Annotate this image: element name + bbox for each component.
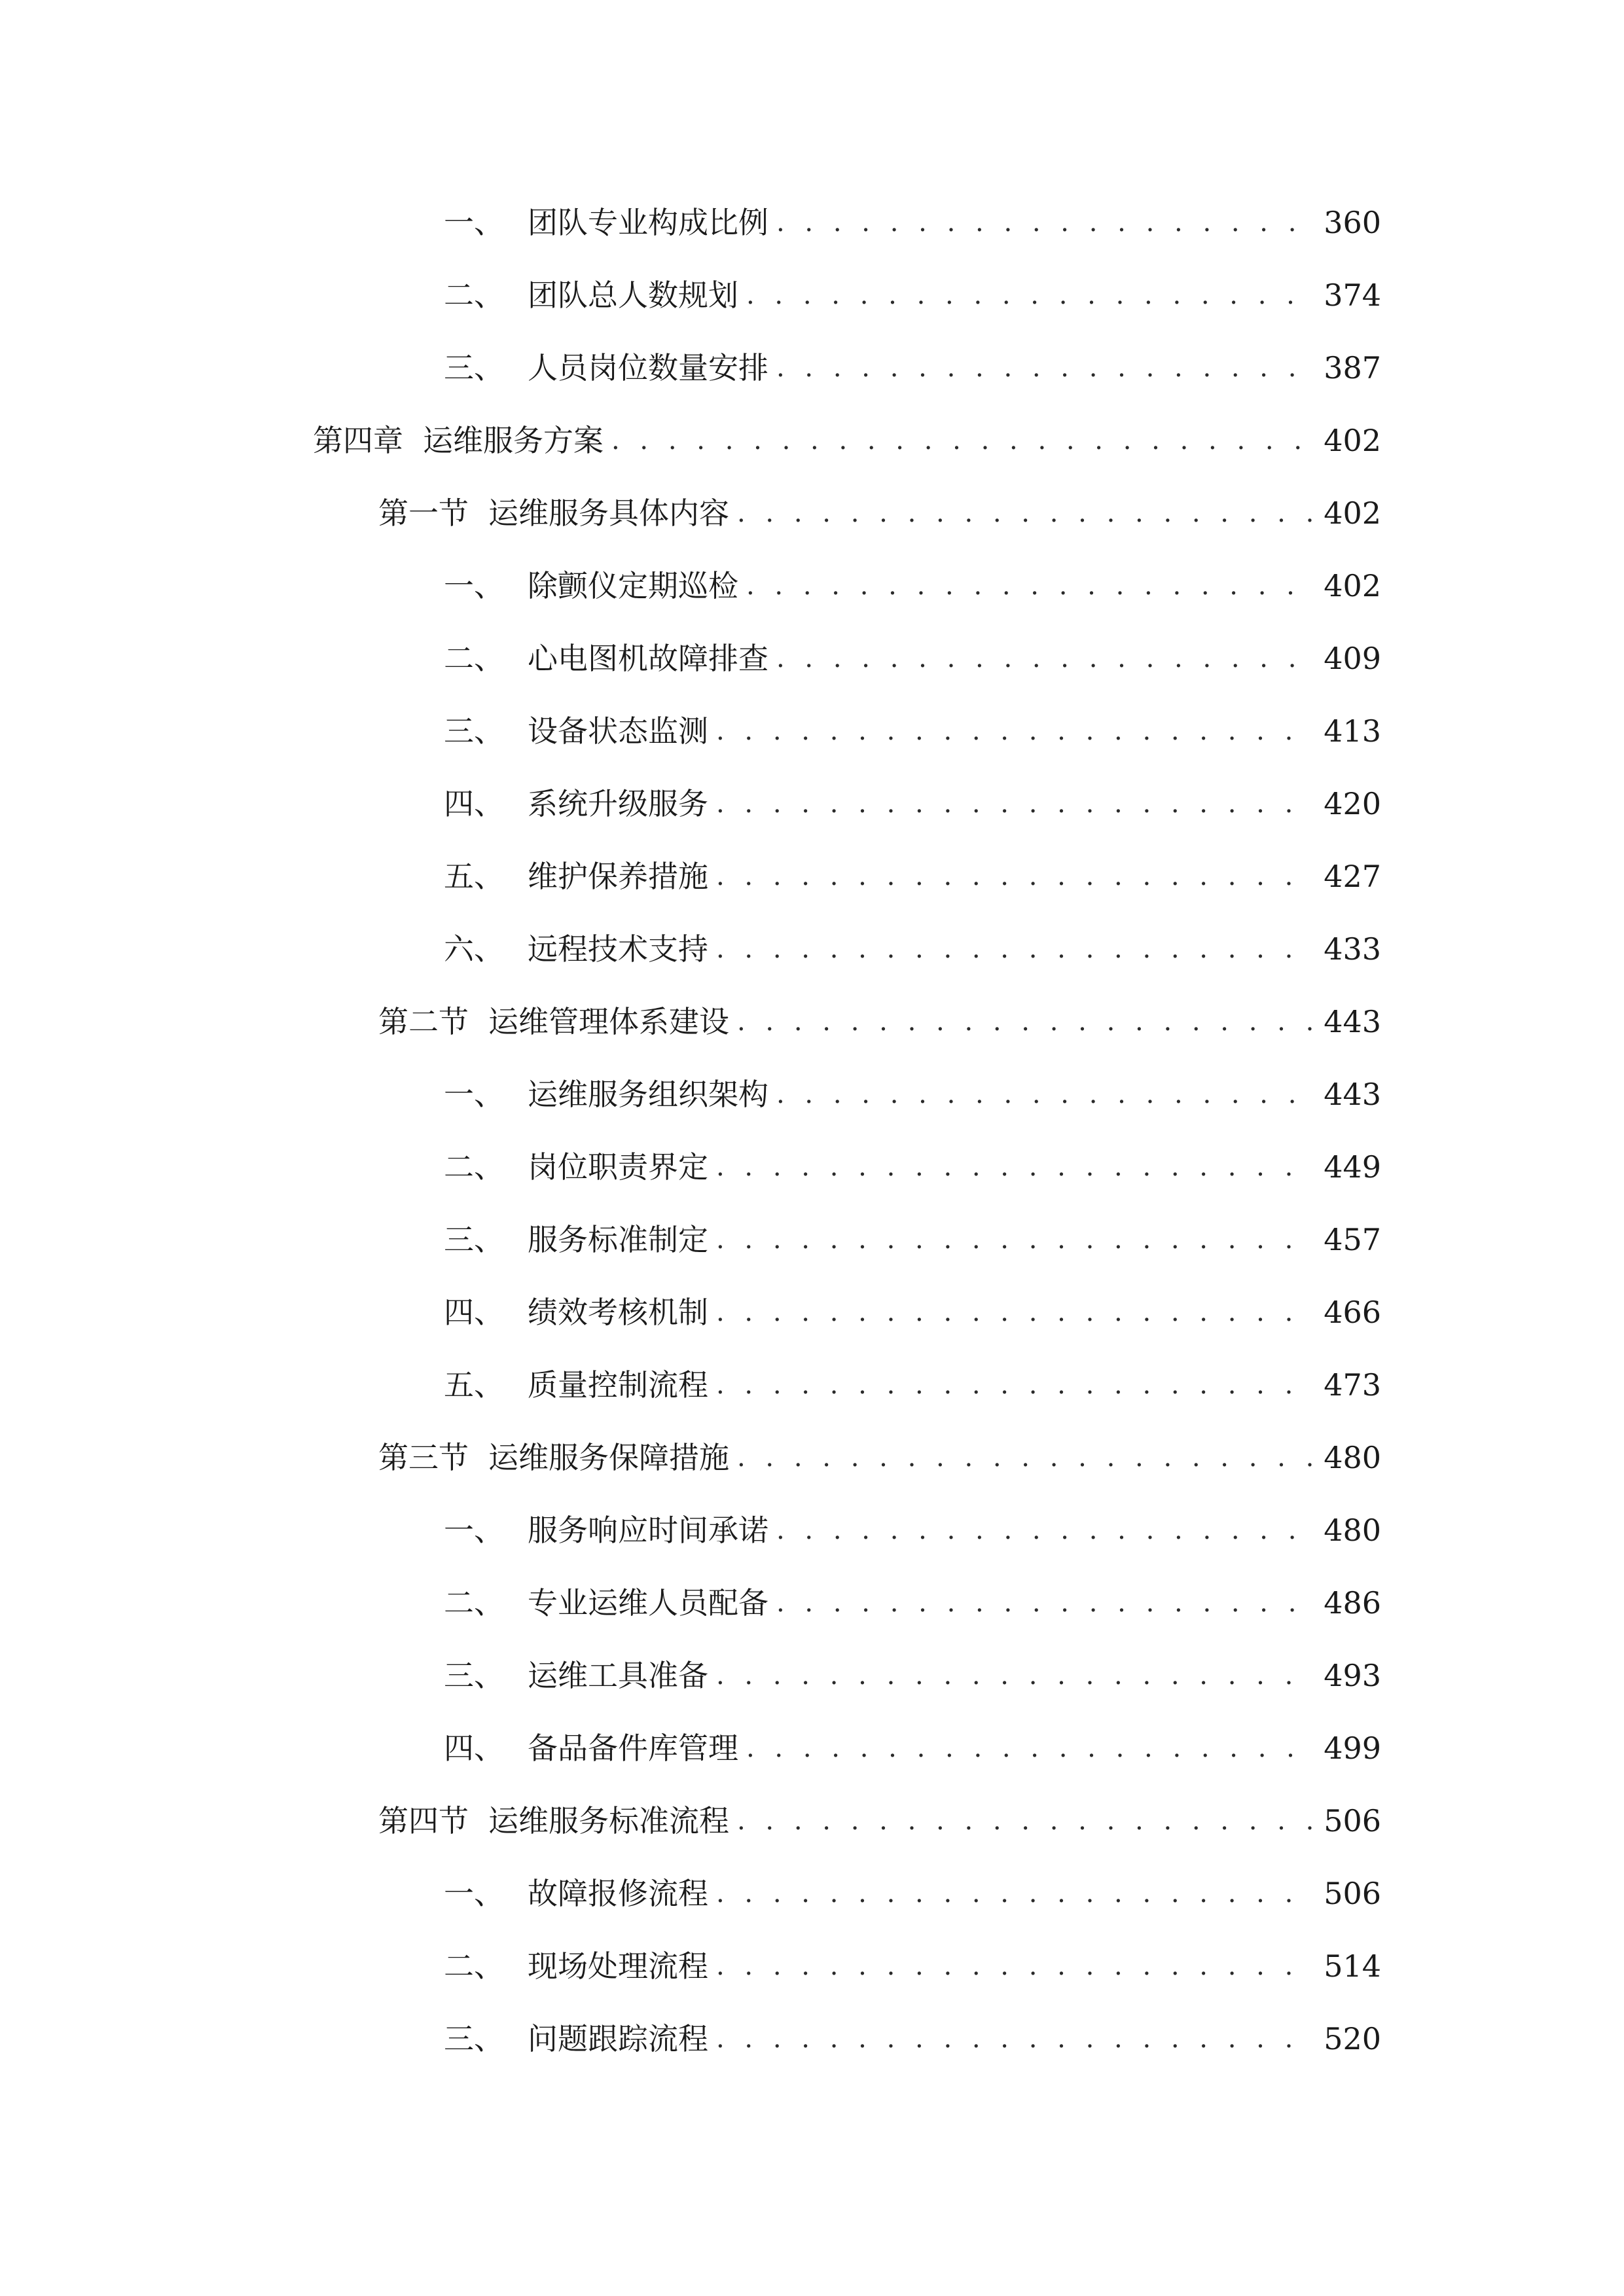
toc-entry-number: 二、 <box>444 278 504 313</box>
toc-section-entry[interactable] <box>378 487 1381 539</box>
toc-entry-page: 480 <box>1324 1513 1381 1548</box>
toc-entry-title: 服务响应时间承诺 <box>528 1513 768 1548</box>
toc-entry-title: 心电图机故障排查 <box>528 641 768 676</box>
toc-entry-title: 运维服务保障措施 <box>488 1440 729 1475</box>
toc-entry-page: 402 <box>1324 495 1381 531</box>
toc-entry-page: 493 <box>1324 1658 1381 1693</box>
toc-entry-number: 三、 <box>444 713 504 749</box>
toc-entry-number: 三、 <box>444 2021 504 2056</box>
toc-entry-number: 六、 <box>444 931 504 967</box>
toc-entry[interactable] <box>444 1722 1381 1774</box>
toc-entry-page: 506 <box>1324 1803 1381 1839</box>
toc-dot-leader <box>716 850 1312 903</box>
toc-entry-page: 443 <box>1324 1077 1381 1112</box>
toc-entry-title: 岗位职责界定 <box>528 1149 708 1185</box>
toc-dot-leader <box>611 414 1312 467</box>
toc-dot-leader <box>737 1795 1312 1847</box>
toc-section-entry[interactable] <box>378 1795 1381 1847</box>
toc-dot-leader <box>716 705 1312 757</box>
toc-entry[interactable] <box>444 1286 1381 1338</box>
toc-entry-number: 四、 <box>444 1731 504 1766</box>
toc-entry-page: 402 <box>1324 423 1381 458</box>
toc-dot-leader <box>776 1504 1312 1556</box>
toc-entry[interactable] <box>444 632 1381 685</box>
toc-dot-leader <box>737 487 1312 539</box>
toc-entry-title: 服务标准制定 <box>528 1222 708 1257</box>
toc-entry-number: 二、 <box>444 641 504 676</box>
toc-entry-page: 457 <box>1324 1222 1381 1257</box>
toc-entry-title: 除颤仪定期巡检 <box>528 568 738 603</box>
toc-entry[interactable] <box>444 342 1381 394</box>
toc-entry-title: 专业运维人员配备 <box>528 1585 768 1621</box>
toc-entry-title: 团队专业构成比例 <box>528 205 768 240</box>
toc-dot-leader <box>716 1141 1312 1193</box>
toc-entry-page: 520 <box>1324 2021 1381 2056</box>
toc-entry-number: 第一节 <box>378 495 469 531</box>
toc-entry-title: 问题跟踪流程 <box>528 2021 708 2056</box>
toc-entry-title: 运维服务方案 <box>423 423 604 458</box>
toc-dot-leader <box>776 1577 1312 1629</box>
toc-dot-leader <box>746 1722 1312 1774</box>
toc-section-entry[interactable] <box>378 1431 1381 1484</box>
toc-entry-page: 409 <box>1324 641 1381 676</box>
toc-entry-number: 三、 <box>444 1222 504 1257</box>
toc-entry-title: 运维服务组织架构 <box>528 1077 768 1112</box>
toc-entry[interactable] <box>444 1867 1381 1920</box>
toc-entry-number: 三、 <box>444 350 504 386</box>
toc-entry[interactable] <box>444 269 1381 321</box>
toc-entry-title: 人员岗位数量安排 <box>528 350 768 386</box>
toc-dot-leader <box>716 1867 1312 1920</box>
toc-dot-leader <box>737 1431 1312 1484</box>
toc-entry-page: 466 <box>1324 1295 1381 1330</box>
toc-dot-leader <box>776 196 1312 249</box>
toc-dot-leader <box>716 1649 1312 1702</box>
toc-entry-number: 一、 <box>444 205 504 240</box>
toc-entry-title: 设备状态监测 <box>528 713 708 749</box>
toc-entry-number: 第四章 <box>313 423 403 458</box>
toc-dot-leader <box>716 2013 1312 2065</box>
toc-chapter-entry[interactable] <box>313 414 1381 467</box>
toc-dot-leader <box>746 269 1312 321</box>
toc-entry-page: 486 <box>1324 1585 1381 1621</box>
toc-entry-number: 五、 <box>444 859 504 894</box>
toc-entry-number: 第四节 <box>378 1803 469 1839</box>
toc-entry-title: 现场处理流程 <box>528 1948 708 1984</box>
toc-entry-title: 系统升级服务 <box>528 786 708 821</box>
toc-entry[interactable] <box>444 850 1381 903</box>
toc-entry-title: 绩效考核机制 <box>528 1295 708 1330</box>
toc-dot-leader <box>776 342 1312 394</box>
toc-entry-title: 运维服务标准流程 <box>488 1803 729 1839</box>
toc-entry-title: 备品备件库管理 <box>528 1731 738 1766</box>
toc-section-entry[interactable] <box>378 996 1381 1048</box>
toc-entry-page: 427 <box>1324 859 1381 894</box>
toc-entry-page: 499 <box>1324 1731 1381 1766</box>
toc-entry-title: 故障报修流程 <box>528 1876 708 1911</box>
toc-entry-page: 413 <box>1324 713 1381 749</box>
toc-entry-page: 433 <box>1324 931 1381 967</box>
toc-entry-page: 514 <box>1324 1948 1381 1984</box>
toc-entry-page: 449 <box>1324 1149 1381 1185</box>
toc-dot-leader <box>746 560 1312 612</box>
toc-entry-page: 360 <box>1324 205 1381 240</box>
toc-entry-title: 维护保养措施 <box>528 859 708 894</box>
toc-entry-title: 运维工具准备 <box>528 1658 708 1693</box>
toc-entry-title: 运维服务具体内容 <box>488 495 729 531</box>
toc-entry-number: 五、 <box>444 1367 504 1403</box>
toc-entry[interactable] <box>444 1359 1381 1411</box>
toc-entry-number: 一、 <box>444 1513 504 1548</box>
toc-dot-leader <box>716 1940 1312 1992</box>
toc-entry-page: 473 <box>1324 1367 1381 1403</box>
toc-entry-number: 第三节 <box>378 1440 469 1475</box>
toc-dot-leader <box>716 923 1312 975</box>
toc-entry[interactable] <box>444 1141 1381 1193</box>
toc-entry-number: 一、 <box>444 1876 504 1911</box>
toc-entry-number: 一、 <box>444 1077 504 1112</box>
toc-dot-leader <box>716 1213 1312 1266</box>
toc-entry-number: 二、 <box>444 1948 504 1984</box>
toc-dot-leader <box>716 1359 1312 1411</box>
toc-entry[interactable] <box>444 1577 1381 1629</box>
toc-entry-title: 团队总人数规划 <box>528 278 738 313</box>
toc-entry[interactable] <box>444 2013 1381 2065</box>
toc-entry[interactable] <box>444 778 1381 830</box>
toc-dot-leader <box>776 632 1312 685</box>
toc-entry[interactable] <box>444 1940 1381 1992</box>
toc-entry[interactable] <box>444 705 1381 757</box>
toc-entry-page: 374 <box>1324 278 1381 313</box>
toc-entry-number: 四、 <box>444 1295 504 1330</box>
toc-entry[interactable] <box>444 560 1381 612</box>
toc-entry-number: 二、 <box>444 1585 504 1621</box>
toc-dot-leader <box>737 996 1312 1048</box>
toc-entry-number: 三、 <box>444 1658 504 1693</box>
toc-entry[interactable] <box>444 1068 1381 1121</box>
toc-entry-page: 420 <box>1324 786 1381 821</box>
toc-entry-page: 402 <box>1324 568 1381 603</box>
toc-entry-title: 运维管理体系建设 <box>488 1004 729 1039</box>
toc-entry-title: 质量控制流程 <box>528 1367 708 1403</box>
toc-entry[interactable] <box>444 1649 1381 1702</box>
toc-dot-leader <box>716 1286 1312 1338</box>
toc-entry-title: 远程技术支持 <box>528 931 708 967</box>
toc-entry[interactable] <box>444 1213 1381 1266</box>
toc-entry-number: 第二节 <box>378 1004 469 1039</box>
toc-entry-number: 四、 <box>444 786 504 821</box>
toc-dot-leader <box>716 778 1312 830</box>
toc-entry-page: 387 <box>1324 350 1381 386</box>
toc-entry-number: 一、 <box>444 568 504 603</box>
toc-entry-number: 二、 <box>444 1149 504 1185</box>
toc-dot-leader <box>776 1068 1312 1121</box>
toc-entry[interactable] <box>444 196 1381 249</box>
toc-entry-page: 506 <box>1324 1876 1381 1911</box>
toc-entry-page: 480 <box>1324 1440 1381 1475</box>
toc-entry-page: 443 <box>1324 1004 1381 1039</box>
toc-entry[interactable] <box>444 923 1381 975</box>
toc-entry[interactable] <box>444 1504 1381 1556</box>
